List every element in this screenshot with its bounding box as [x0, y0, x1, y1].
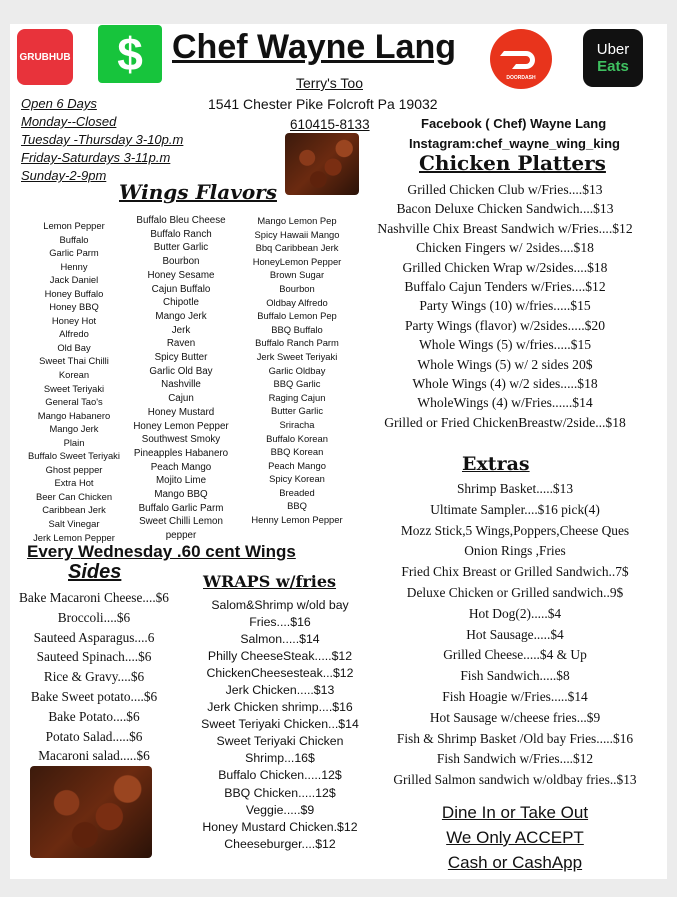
opening-hours	[21, 95, 183, 185]
flavor-item: Garlic Old Bay	[149, 365, 213, 377]
flavor-item: Mango BBQ	[154, 489, 208, 501]
flavor-item: Peach Mango	[150, 461, 212, 473]
flavor-item: Sweet Thai Chilli	[39, 355, 109, 367]
flavor-item: Butter Garlic	[153, 242, 209, 254]
flavor-item: Sweet Chilli Lemon	[139, 516, 223, 528]
wrap-item: BBQ Chicken.....12$	[224, 785, 336, 800]
side-item: Potato Salad.....$6	[45, 728, 143, 744]
extra-item: Grilled Cheese.....$4 & Up	[443, 647, 587, 663]
flavor-item: BBQ Buffalo	[271, 323, 323, 335]
flavor-item: Honey Buffalo	[44, 287, 104, 299]
wednesday-special: Every Wednesday .60 cent Wings	[27, 542, 296, 561]
flavor-item: Plain	[63, 436, 85, 448]
payment-footer	[405, 800, 625, 875]
flavor-item: Spicy Korean	[269, 473, 325, 485]
footer-line: Cash or CashApp	[447, 853, 583, 872]
wing-flavors-col3	[240, 214, 354, 527]
wrap-item: Salom&Shrimp w/old bay	[211, 598, 349, 612]
extra-item: Hot Sausage w/cheese fries...$9	[429, 709, 601, 725]
wraps-title: WRAPS w/fries	[203, 572, 337, 591]
wrap-item: Cheeseburger....$12	[224, 836, 336, 851]
flavor-item: Spicy Butter	[154, 352, 208, 364]
flavor-item: Mango Jerk	[49, 423, 99, 435]
extra-item: Fish Sandwich w/Fries....$12	[436, 751, 594, 767]
flavor-item: Ghost pepper	[45, 463, 103, 475]
dollar-icon: $	[117, 28, 143, 80]
wrap-item: Buffalo Chicken.....12$	[218, 768, 342, 783]
extra-item: Fish Hoagie w/Fries.....$14	[442, 688, 588, 704]
platter-item: Nashville Chix Breast Sandwich w/Fries....$12	[377, 220, 633, 236]
hours-line: Friday-Saturdays 3-11p.m	[21, 150, 171, 165]
flavor-item: Bourbon	[162, 256, 200, 268]
side-item: Sauteed Spinach....$6	[36, 649, 152, 665]
flavor-item: Garlic Parm	[49, 247, 99, 259]
wraps-list	[190, 597, 370, 853]
hours-line: Open 6 Days	[21, 96, 97, 111]
side-item: Bake Potato....$6	[48, 708, 140, 724]
extra-item: Shrimp Basket.....$13	[456, 481, 574, 496]
wrap-item: Salmon.....$14	[240, 632, 320, 647]
platters-list	[365, 180, 645, 432]
side-item: Macaroni salad.....$6	[38, 748, 150, 764]
wrap-item: ChickenCheesesteak...$12	[206, 666, 354, 681]
grubhub-logo	[17, 29, 73, 85]
extra-item: Ultimate Sampler....$16 pick(4)	[430, 501, 600, 517]
flavor-item: Honey Sesame	[147, 269, 215, 281]
flavor-item: Butter Garlic	[270, 405, 324, 417]
flavor-item: Jerk	[171, 324, 191, 336]
footer-line: Dine In or Take Out	[441, 803, 589, 822]
flavor-item: General Tao's	[45, 396, 103, 408]
wrap-item: Fries....$16	[249, 615, 311, 630]
extra-item: Fish & Shrimp Basket /Old bay Fries.....$16	[396, 730, 634, 746]
flavor-item: BBQ Korean	[270, 446, 324, 458]
flavor-item: Henny Lemon Pepper	[251, 514, 343, 526]
flavor-item: Chipotle	[163, 297, 199, 309]
flavor-item: Southwest Smoky	[141, 434, 221, 446]
flavor-item: Korean	[58, 369, 90, 381]
flavor-item: Brown Sugar	[269, 269, 325, 281]
wings-photo-top	[285, 133, 359, 195]
flavor-item: Mango Habanero	[37, 409, 111, 421]
flavor-item: Caribbean Jerk	[42, 504, 106, 516]
wings-photo-bottom	[30, 766, 152, 858]
platter-item: Party Wings (flavor) w/2sides.....$20	[404, 317, 606, 333]
flavor-item: Buffalo Korean	[266, 432, 328, 444]
eats-text: Eats	[597, 58, 629, 75]
extra-item: Fried Chix Breast or Grilled Sandwich..7$	[401, 564, 629, 580]
wrap-item: Jerk Chicken shrimp....$16	[207, 700, 353, 715]
platter-item: Grilled Chicken Wrap w/2sides....$18	[402, 259, 608, 275]
platter-item: Whole Wings (5) w/ 2 sides 20$	[417, 356, 593, 372]
flavor-item: Honey BBQ	[49, 301, 99, 313]
footer-line: We Only ACCEPT	[446, 828, 584, 847]
wrap-item: Honey Mustard Chicken.$12	[202, 819, 358, 834]
flavor-item: BBQ Garlic	[273, 378, 321, 390]
flavor-item: Extra Hot	[54, 477, 94, 489]
extras-title: Extras	[462, 453, 530, 475]
flavor-item: Honey Mustard	[147, 406, 215, 418]
platter-item: Bacon Deluxe Chicken Sandwich....$13	[396, 201, 614, 217]
platter-item: Party Wings (10) w/fries.....$15	[419, 298, 591, 314]
flavor-item: Henny	[60, 260, 88, 272]
hours-line: Tuesday -Thursday 3-10p.m	[21, 132, 184, 147]
sides-title: Sides	[68, 561, 122, 583]
flavor-item: Buffalo Garlic Parm	[138, 502, 224, 514]
hours-line: Monday--Closed	[21, 114, 117, 129]
platter-item: Whole Wings (5) w/fries.....$15	[418, 337, 592, 353]
wing-flavors-col2	[126, 214, 236, 543]
restaurant-title: Chef Wayne Lang	[172, 28, 456, 66]
flavor-item: Buffalo Sweet Teriyaki	[28, 450, 120, 462]
platter-item: WholeWings (4) w/Fries......$14	[417, 395, 593, 411]
flavor-item: Jerk Sweet Teriyaki	[256, 350, 338, 362]
flavor-item: pepper	[165, 530, 197, 542]
facebook-handle: Facebook ( Chef) Wayne Lang	[421, 116, 607, 131]
uber-text: Uber	[596, 41, 630, 58]
flavor-item: Jerk Lemon Pepper	[33, 531, 115, 543]
platter-item: Chicken Fingers w/ 2sides....$18	[416, 240, 594, 256]
extra-item: Deluxe Chicken or Grilled sandwich..9$	[406, 584, 624, 600]
side-item: Bake Sweet potato....$6	[30, 688, 158, 704]
flavor-item: Oldbay Alfredo	[266, 296, 328, 308]
flavor-item: Salt Vinegar	[48, 518, 100, 530]
flavor-item: Nashville	[161, 379, 201, 391]
phone: 610415-8133	[290, 117, 370, 132]
flavor-item: Alfredo	[59, 328, 89, 340]
flavor-item: Bourbon	[279, 282, 315, 294]
flavor-item: Jack Daniel	[49, 274, 99, 286]
ubereats-logo	[583, 29, 643, 87]
flavor-item: Sweet Teriyaki	[43, 382, 105, 394]
hours-line: Sunday-2-9pm	[21, 168, 107, 183]
flavor-item: Honey Hot	[51, 314, 97, 326]
side-item: Sauteed Asparagus....6	[33, 629, 155, 645]
address: 1541 Chester Pike Folcroft Pa 19032	[208, 96, 438, 112]
flavor-item: Breaded	[279, 486, 315, 498]
grubhub-logo-text: GRUBHUB	[19, 51, 71, 63]
cashapp-logo	[98, 25, 162, 83]
doordash-logo-text: DOORDASH	[506, 75, 536, 81]
flavor-item: Buffalo Ranch Parm	[255, 337, 339, 349]
flavor-item: Old Bay	[57, 341, 91, 353]
flavor-item: HoneyLemon Pepper	[252, 255, 342, 267]
wrap-item: Shrimp...16$	[245, 751, 315, 766]
flavor-item: Mango Jerk	[155, 310, 207, 322]
extra-item: Hot Dog(2).....$4	[468, 605, 562, 621]
wings-flavors-title: Wings Flavors	[119, 180, 277, 204]
platter-item: Grilled Chicken Club w/Fries....$13	[407, 182, 603, 197]
wrap-item: Veggie.....$9	[245, 802, 315, 817]
flavor-item: Raging Cajun	[268, 391, 326, 403]
sides-list	[6, 588, 182, 766]
extra-item: Grilled Salmon sandwich w/oldbay fries..$13	[393, 772, 637, 788]
subtitle: Terry's Too	[296, 75, 363, 91]
extra-item: Onion Rings ,Fries	[464, 543, 566, 559]
flavor-item: Honey Lemon Pepper	[133, 420, 229, 432]
flavor-item: Lemon Pepper	[43, 220, 105, 231]
flavor-item: Peach Mango	[268, 459, 326, 471]
wrap-item: Sweet Teriyaki Chicken...$14	[201, 717, 359, 732]
extras-list	[365, 479, 665, 791]
instagram-handle: Instagram:chef_wayne_wing_king	[409, 136, 620, 151]
side-item: Bake Macaroni Cheese....$6	[19, 590, 169, 605]
doordash-logo	[490, 29, 552, 89]
extra-item: Fish Sandwich.....$8	[460, 668, 570, 684]
extra-item: Mozz Stick,5 Wings,Poppers,Cheese Ques	[400, 522, 630, 538]
flavor-item: Mango Lemon Pep	[257, 215, 337, 226]
extra-item: Hot Sausage.....$4	[466, 626, 564, 642]
flavor-item: Cajun Buffalo	[151, 283, 211, 295]
flavor-item: Pineapples Habanero	[133, 447, 229, 459]
platter-item: Grilled or Fried ChickenBreastw/2side...$18	[384, 414, 626, 430]
side-item: Broccoli....$6	[57, 609, 131, 625]
flavor-item: Buffalo Lemon Pep	[257, 310, 337, 322]
flavor-item: Bbq Caribbean Jerk	[255, 242, 339, 254]
flavor-item: Garlic Oldbay	[268, 364, 326, 376]
flavor-item: Buffalo Bleu Cheese	[136, 215, 226, 226]
flavor-item: Spicy Hawaii Mango	[254, 228, 340, 240]
wing-flavors-col1	[20, 219, 128, 544]
platters-title: Chicken Platters	[419, 151, 606, 175]
platter-item: Buffalo Cajun Tenders w/Fries....$12	[404, 279, 606, 295]
wrap-item: Jerk Chicken.....$13	[225, 683, 335, 698]
flavor-item: Cajun	[168, 393, 194, 405]
wrap-item: Philly CheeseSteak.....$12	[207, 649, 353, 664]
flavor-item: BBQ	[287, 500, 307, 512]
platter-item: Whole Wings (4) w/2 sides.....$18	[412, 376, 598, 392]
wrap-item: Sweet Teriyaki Chicken	[216, 734, 344, 749]
flavor-item: Beer Can Chicken	[35, 490, 113, 502]
flavor-item: Mojito Lime	[155, 475, 207, 487]
side-item: Rice & Gravy....$6	[43, 669, 145, 685]
flavor-item: Sriracha	[279, 418, 315, 430]
flavor-item: Raven	[166, 338, 196, 350]
flavor-item: Buffalo Ranch	[150, 228, 212, 240]
flavor-item: Buffalo	[59, 233, 89, 245]
